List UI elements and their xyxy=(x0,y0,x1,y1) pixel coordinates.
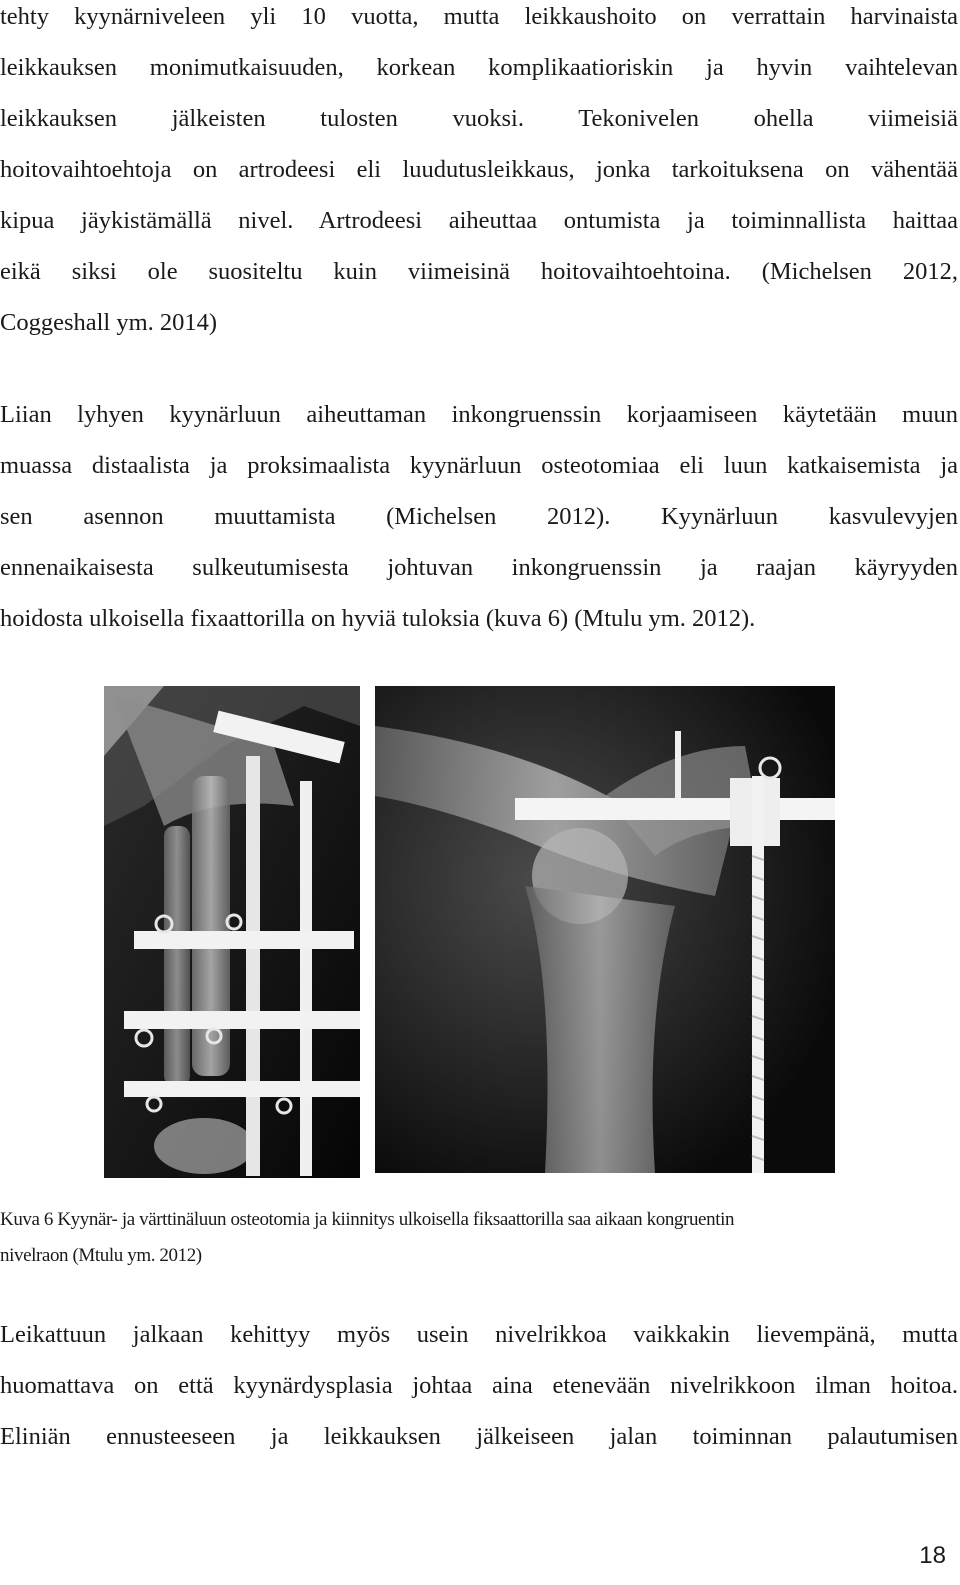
paragraph-2 xyxy=(0,389,958,644)
paragraph-line: Liian lyhyen kyynärluun aiheuttaman inkongruenssin korjaamiseen käytetään muun xyxy=(0,401,958,428)
paragraph-line: hoitovaihtoehtoja on artrodeesi eli luudutusleikkaus, jonka tarkoituksena on vähentää xyxy=(0,156,958,183)
paragraph-line: Eliniän ennusteeseen ja leikkauksen jälkeiseen jalan toiminnan palautumisen xyxy=(0,1423,958,1450)
page-number: 18 xyxy=(919,1542,946,1569)
paragraph-line: muassa distaalista ja proksimaalista kyynärluun osteotomiaa eli luun katkaisemista ja xyxy=(0,452,958,479)
caption-line: nivelraon (Mtulu ym. 2012) xyxy=(0,1245,202,1266)
paragraph-line: sen asennon muuttamista (Michelsen 2012). Kyynärluun kasvulevyjen xyxy=(0,503,958,530)
paragraph-3 xyxy=(0,1309,958,1462)
paragraph-1 xyxy=(0,0,958,348)
paragraph-line: tehty kyynärniveleen yli 10 vuotta, mutta leikkaushoito on verrattain harvinaista xyxy=(0,3,958,30)
paragraph-line: huomattava on että kyynärdysplasia johtaa aina etenevään nivelrikkoon ilman hoitoa. xyxy=(0,1372,958,1399)
paragraph-line: leikkauksen monimutkaisuuden, korkean komplikaatioriskin ja hyvin vaihtelevan xyxy=(0,54,958,81)
xray-image-right xyxy=(375,686,835,1173)
paragraph-line: ennenaikaisesta sulkeutumisesta johtuvan inkongruenssin ja raajan käyryyden xyxy=(0,554,958,581)
paragraph-line: hoidosta ulkoisella fixaattorilla on hyviä tuloksia (kuva 6) (Mtulu ym. 2012). xyxy=(0,605,756,632)
paragraph-line: eikä siksi ole suositeltu kuin viimeisinä hoitovaihtoehtoina. (Michelsen 2012, xyxy=(0,258,958,285)
paragraph-line: kipua jäykistämällä nivel. Artrodeesi aiheuttaa ontumista ja toiminnallista haittaa xyxy=(0,207,958,234)
figure-caption xyxy=(0,1202,958,1274)
paragraph-line: Coggeshall ym. 2014) xyxy=(0,309,218,336)
caption-line: Kuva 6 Kyynär- ja värttinäluun osteotomia ja kiinnitys ulkoisella fiksaattorilla saa aikaan kongruentin xyxy=(0,1209,735,1230)
xray-image-left xyxy=(104,686,360,1178)
paragraph-line: Leikattuun jalkaan kehittyy myös usein nivelrikkoa vaikkakin lievempänä, mutta xyxy=(0,1321,958,1348)
paragraph-line: leikkauksen jälkeisten tulosten vuoksi. Tekonivelen ohella viimeisiä xyxy=(0,105,958,132)
